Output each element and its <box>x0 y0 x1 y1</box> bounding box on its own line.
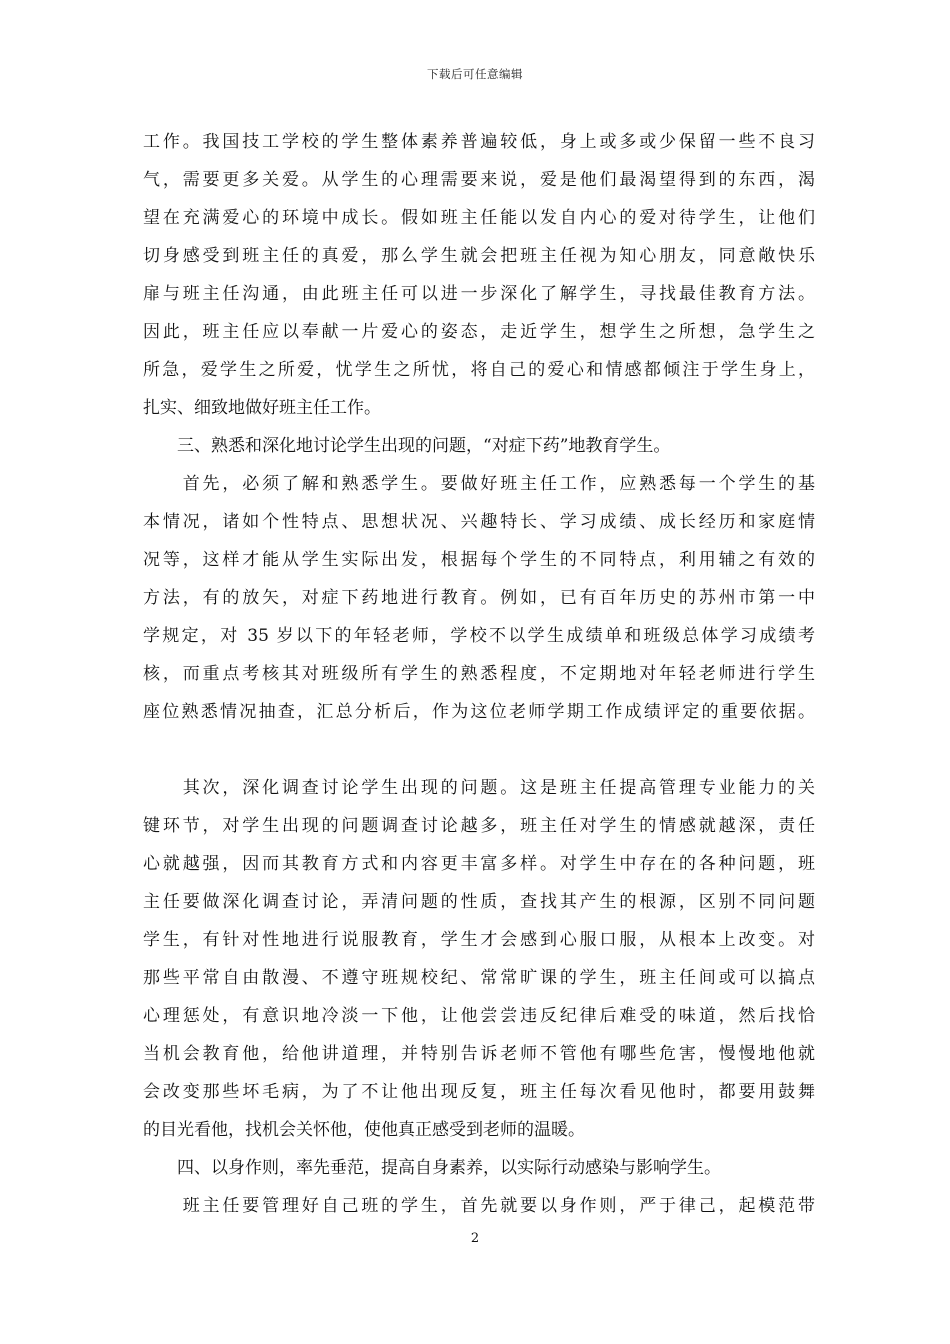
text-line: 座位熟悉情况抽查，汇总分析后，作为这位老师学期工作成绩评定的重要依据。 <box>143 702 815 722</box>
section-heading <box>143 427 815 465</box>
text-line: 因此，班主任应以奉献一片爱心的姿态，走近学生，想学生之所想，急学生之 <box>143 322 815 342</box>
text-line: 三、熟悉和深化地讨论学生出现的问题，“对症下药”地教育学生。 <box>143 436 671 456</box>
text-line: 其次，深化调查讨论学生出现的问题。这是班主任提高管理专业能力的关 <box>143 778 815 798</box>
paragraph <box>143 465 815 731</box>
text-line: 键环节，对学生出现的问题调查讨论越多，班主任对学生的情感就越深，责任 <box>143 816 815 836</box>
text-line: 所急，爱学生之所爱，忧学生之所忧，将自己的爱心和情感都倾注于学生身上， <box>143 360 815 380</box>
text-line: 主任要做深化调查讨论，弄清问题的性质，查找其产生的根源，区别不同问题 <box>143 892 815 912</box>
text-line: 班主任要管理好自己班的学生，首先就要以身作则，严于律己，起模范带 <box>143 1196 815 1216</box>
page-header: 下载后可任意编辑 <box>427 67 523 81</box>
text-line: 四、以身作则，率先垂范，提高自身素养，以实际行动感染与影响学生。 <box>143 1158 721 1178</box>
text-line: 心理惩处，有意识地冷淡一下他，让他尝尝违反纪律后难受的味道，然后找恰 <box>143 1006 815 1026</box>
blank-line <box>143 731 815 769</box>
document-body <box>143 123 815 1225</box>
text-line: 况等，这样才能从学生实际出发，根据每个学生的不同特点，利用辅之有效的 <box>143 550 815 570</box>
paragraph <box>143 1187 815 1225</box>
text-line: 那些平常自由散漫、不遵守班规校纪、常常旷课的学生，班主任间或可以搞点 <box>143 968 815 988</box>
text-line: 扉与班主任沟通，由此班主任可以进一步深化了解学生，寻找最佳教育方法。 <box>143 284 815 304</box>
text-line: 本情况，诸如个性特点、思想状况、兴趣特长、学习成绩、成长经历和家庭情 <box>143 512 815 532</box>
paragraph <box>143 769 815 1149</box>
text-line: 心就越强，因而其教育方式和内容更丰富多样。对学生中存在的各种问题，班 <box>143 854 815 874</box>
text-line: 学规定，对 35 岁以下的年轻老师，学校不以学生成绩单和班级总体学习成绩考 <box>143 626 815 646</box>
text-line: 核，而重点考核其对班级所有学生的熟悉程度，不定期地对年轻老师进行学生 <box>143 664 815 684</box>
text-line: 望在充满爱心的环境中成长。假如班主任能以发自内心的爱对待学生，让他们 <box>143 208 815 228</box>
text-line: 会改变那些坏毛病，为了不让他出现反复，班主任每次看见他时，都要用鼓舞 <box>143 1082 815 1102</box>
text-line: 工作。我国技工学校的学生整体素养普遍较低，身上或多或少保留一些不良习 <box>143 132 815 152</box>
text-line: 扎实、细致地做好班主任工作。 <box>143 398 381 418</box>
section-heading <box>143 1149 815 1187</box>
text-line: 气，需要更多关爱。从学生的心理需要来说，爱是他们最渴望得到的东西，渴 <box>143 170 815 190</box>
text-line: 切身感受到班主任的真爱，那么学生就会把班主任视为知心朋友，同意敞快乐 <box>143 246 815 266</box>
text-line: 当机会教育他，给他讲道理，并特别告诉老师不管他有哪些危害，慢慢地他就 <box>143 1044 815 1064</box>
text-line: 首先，必须了解和熟悉学生。要做好班主任工作，应熟悉每一个学生的基 <box>143 474 815 494</box>
page-number: 2 <box>470 1231 480 1246</box>
text-line: 方法，有的放矢，对症下药地进行教育。例如，已有百年历史的苏州市第一中 <box>143 588 815 608</box>
text-line: 的目光看他，找机会关怀他，使他真正感受到老师的温暖。 <box>143 1120 585 1140</box>
text-line: 学生，有针对性地进行说服教育，学生才会感到心服口服，从根本上改变。对 <box>143 930 815 950</box>
paragraph <box>143 123 815 427</box>
